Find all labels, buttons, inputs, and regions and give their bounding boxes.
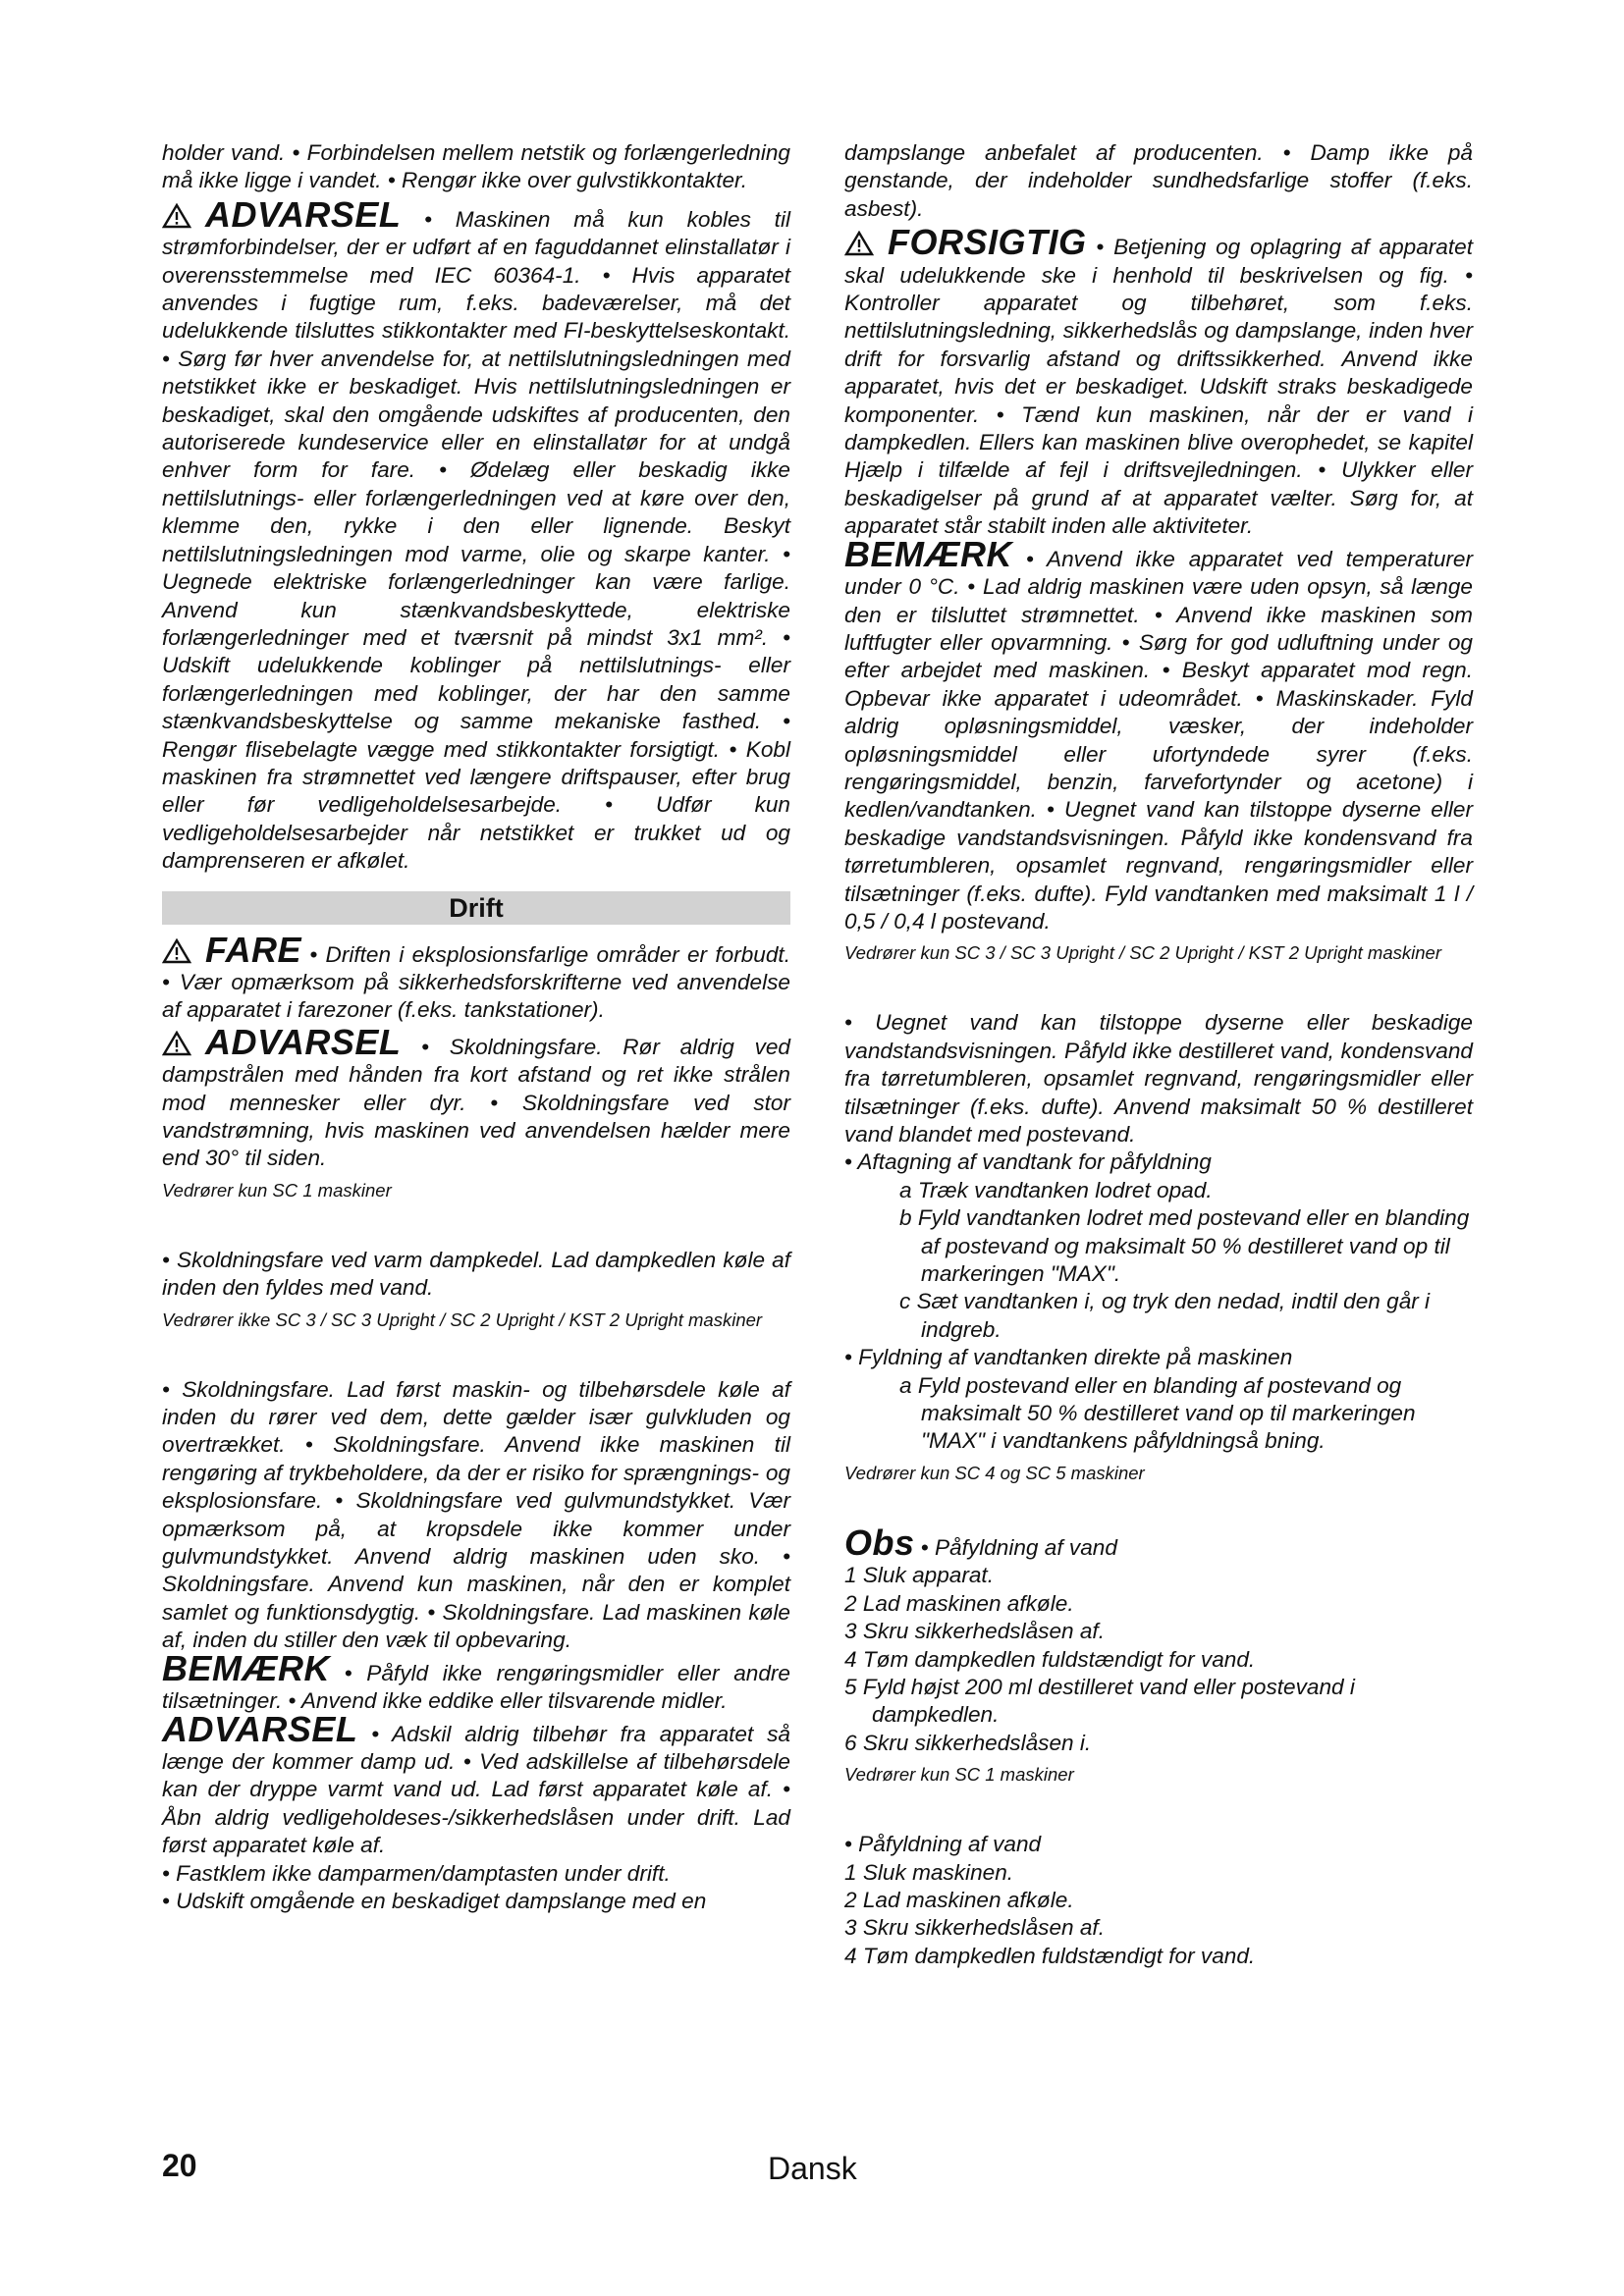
advarsel-block xyxy=(162,1708,790,1860)
page-language: Dansk xyxy=(768,2151,857,2186)
step-item: 1 Sluk apparat. xyxy=(844,1563,994,1588)
paragraph: dampslange anbefalet af producenten. • Damp ikke på genstande, der indeholder sundhedsfarlige stoffer (f.eks. asbest). xyxy=(844,140,1473,221)
step-item: 2 Lad maskinen afkøle. xyxy=(844,1590,1074,1616)
fare-text: • Driften i eksplosionsfarlige områder er forbudt. • Vær opmærksom på sikkerhedsforskrifterne ved anvendelse af apparatet i farezoner (f.eks. tankstationer). xyxy=(162,941,790,1023)
warning-triangle-icon xyxy=(162,938,191,964)
list-item: • Fyldning af vandtanken direkte på maskinen xyxy=(844,1345,1293,1370)
bemaerk-block xyxy=(162,1647,790,1716)
bemaerk-heading: BEMÆRK xyxy=(844,533,1012,574)
section-heading-drift: Drift xyxy=(162,891,790,925)
warning-triangle-icon xyxy=(844,231,874,256)
bemaerk-text: • Anvend ikke apparatet ved temperaturer under 0 °C. • Lad aldrig maskinen være uden opsyn, så længe den er tilsluttet strømnettet. • Anvend ikke maskinen som luftfugter eller opvarmning. • Sørg for god udluftning under og efter arbejdet med maskinen. • Beskyt apparatet mod regn. Opbevar ikke apparatet i udeområdet. • Maskinskader. Fyld aldrig opløsningsmiddel, væsker, der indeholder opløsningsmiddel eller ufortyndede syrer (f.eks. rengøringsmiddel, benzin, farvefortynder og acetone) i kedlen/vandtanken. • Uegnet vand kan tilstoppe dyserne eller beskadige vandstandsvisningen. Påfyld ikke kondensvand fra tørretumbleren, opsamlet regnvand, rengøringsmidler eller tilsætninger (f.eks. dufte). Fyld vandtanken med maksimalt 1 l / 0,5 / 0,4 l postevand. xyxy=(844,546,1473,934)
step-item: 3 Skru sikkerhedslåsen af. xyxy=(844,1619,1105,1644)
warning-triangle-icon xyxy=(162,203,191,229)
sub-step: c Sæt vandtanken i, og tryk den nedad, indtil den går i indgreb. xyxy=(899,1289,1431,1342)
list-item: • Aftagning af vandtank for påfyldning xyxy=(844,1149,1212,1175)
bemaerk-text: • Påfyld ikke rengøringsmidler eller andre tilsætninger. • Anvend ikke eddike eller tilsvarende midler. xyxy=(162,1660,790,1714)
advarsel-text: • Skoldningsfare. Rør aldrig ved dampstrålen med hånden fra kort afstand og ret ikke strålen mod mennesker eller dyr. • Skoldningsfare ved stor vandstrømning, hvis maskinen ved anvendelsen hælder mere end 30° til siden. xyxy=(162,1034,790,1171)
paragraph: holder vand. • Forbindelsen mellem netstik og forlængerledning må ikke ligge i vandet. • Rengør ikke over gulvstikkontakter. xyxy=(162,140,790,193)
bemaerk-block xyxy=(844,533,1473,936)
obs-heading: Obs xyxy=(844,1522,915,1563)
step-item: 4 Tøm dampkedlen fuldstændigt for vand. xyxy=(844,1943,1256,1968)
fare-heading: FARE xyxy=(205,929,302,970)
applicability-note: Vedrører kun SC 3 / SC 3 Upright / SC 2 Upright / KST 2 Upright maskiner xyxy=(844,942,1441,964)
step-item: 5 Fyld højst 200 ml destilleret vand eller postevand i dampkedlen. xyxy=(844,1674,1355,1728)
fare-block xyxy=(162,929,790,1025)
forsigtig-heading: FORSIGTIG xyxy=(888,222,1087,263)
obs-steps xyxy=(844,1562,1473,1757)
right-column xyxy=(844,139,1473,1970)
obs-block xyxy=(844,1522,1473,1563)
forsigtig-text: • Betjening og oplagring af apparatet skal udelukkende ske i henhold til beskrivelsen og fig. • Kontroller apparatet og tilbehøret, som f.eks. nettilslutningsledning, sikkerhedslås og dampslange, inden hver drift for forsvarlig afstand og driftssikkerhed. Anvend ikke apparatet, hvis det er beskadiget. Udskift straks beskadigede komponenter. • Tænd kun maskinen, når der er vand i dampkedlen. Ellers kan maskinen blive overophedet, se kapitel Hjælp i tilfælde af fejl i driftsvejledningen. • Ulykker eller beskadigelser på grund af at apparatet vælter. Sørg for, at apparatet står stabilt inden alle aktiviteter. xyxy=(844,235,1473,539)
refill-steps xyxy=(844,1859,1473,1971)
applicability-note: Vedrører ikke SC 3 / SC 3 Upright / SC 2 Upright / KST 2 Upright maskiner xyxy=(162,1308,763,1330)
advarsel-heading: ADVARSEL xyxy=(162,1708,358,1749)
paragraph: • Påfyldning af vand xyxy=(844,1832,1042,1857)
sub-step: a Fyld postevand eller en blanding af postevand og maksimalt 50 % destilleret vand op til markeringen "MAX" i vandtankens påfyldningså bning. xyxy=(899,1372,1416,1454)
advarsel-heading: ADVARSEL xyxy=(205,1021,402,1062)
sub-step: a Træk vandtanken lodret opad. xyxy=(899,1177,1213,1202)
left-column xyxy=(162,139,790,1915)
refill-list xyxy=(844,1148,1473,1455)
step-item: 4 Tøm dampkedlen fuldstændigt for vand. xyxy=(844,1646,1256,1672)
step-item: 6 Skru sikkerhedslåsen i. xyxy=(844,1730,1092,1755)
advarsel-heading: ADVARSEL xyxy=(205,193,402,235)
step-item: 3 Skru sikkerhedslåsen af. xyxy=(844,1915,1105,1941)
step-item: 2 Lad maskinen afkøle. xyxy=(844,1887,1074,1912)
page-number: 20 xyxy=(162,2148,197,2183)
applicability-note: Vedrører kun SC 4 og SC 5 maskiner xyxy=(844,1462,1145,1483)
step-item: 1 Sluk maskinen. xyxy=(844,1859,1014,1885)
applicability-note: Vedrører kun SC 1 maskiner xyxy=(162,1179,392,1201)
warning-triangle-icon xyxy=(162,1031,191,1056)
advarsel-block xyxy=(162,1021,790,1173)
bemaerk-heading: BEMÆRK xyxy=(162,1647,330,1688)
advarsel-text: • Adskil aldrig tilbehør fra apparatet så længe der kommer damp ud. • Ved adskillelse af tilbehørsdele kan der dryppe varmt vand ud. Lad først apparatet køle af. • Åbn aldrig vedligeholdeses-/sikkerhedslåsen under drift. Lad først apparatet køle af. xyxy=(162,1721,790,1858)
forsigtig-block xyxy=(844,222,1473,540)
paragraph: • Fastklem ikke damparmen/damptasten under drift. xyxy=(162,1860,671,1886)
applicability-note: Vedrører kun SC 1 maskiner xyxy=(844,1764,1074,1786)
paragraph: • Uegnet vand kan tilstoppe dyserne eller beskadige vandstandsvisningen. Påfyld ikke destilleret vand, kondensvand fra tørretumbleren, opsamlet regnvand, rengøringsmidler eller tilsætninger (f.eks. dufte). Anvend maksimalt 50 % destilleret vand blandet med postevand. xyxy=(844,1010,1473,1147)
advarsel-block xyxy=(162,193,790,876)
sub-step: b Fyld vandtanken lodret med postevand eller en blanding af postevand og maksimalt 50 % destilleret vand op til markeringen "MAX". xyxy=(899,1205,1470,1287)
paragraph: • Skoldningsfare. Lad først maskin- og tilbehørsdele køle af inden du rører ved dem, dette gælder især gulvkluden og overtrækket. • Skoldningsfare. Anvend ikke maskinen til rengøring af trykbeholdere, da der er risiko for sprængnings- og eksplosionsfare. • Skoldningsfare ved gulvmundstykket. Vær opmærksom på, at kropsdele ikke kommer under gulvmundstykket. Anvend aldrig maskinen uden sko. • Skoldningsfare. Anvend kun maskinen, når den er komplet samlet og funktionsdygtig. • Skoldningsfare. Lad maskinen køle af, inden du stiller den væk til opbevaring. xyxy=(162,1376,790,1653)
paragraph: • Udskift omgående en beskadiget dampslange med en xyxy=(162,1888,707,1913)
obs-text: • Påfyldning af vand xyxy=(920,1534,1117,1560)
paragraph: • Skoldningsfare ved varm dampkedel. Lad dampkedlen køle af inden den fyldes med vand. xyxy=(162,1247,790,1301)
advarsel-text: • Maskinen må kun kobles til strømforbindelser, der er udført af en faguddannet elinstallatør i overensstemmelse med IEC 60364-1. • Hvis apparatet anvendes i fugtige rum, f.eks. badeværelser, må det udelukkende tilsluttes stikkontakter med FI-beskyttelseskontakt. • Sørg før hver anvendelse for, at nettilslutningsledningen med netstikket ikke er beskadiget. Hvis nettilslutningsledningen er beskadiget, skal den omgående udskiftes af producenten, den autoriserede kundeservice eller en elinstallatør for at undgå enhver form for fare. • Ødelæg eller beskadig ikke nettilslutnings- eller forlængerledningen ved at køre over den, klemme den, rykke i den eller lignende. Beskyt nettilslutningsledningen mod varme, olie og skarpe kanter. • Uegnede elektriske forlængerledninger kan være farlige. Anvend kun stænkvandsbeskyttede, elektriske forlængerledninger med et tværsnit på mindst 3x1 mm². • Udskift udelukkende koblinger på nettilslutnings- eller forlængerledningen med koblinger, der har den samme stænkvandsbeskyttelse og samme mekaniske fasthed. • Rengør flisebelagte vægge med stikkontakter forsigtigt. • Kobl maskinen fra strømnettet ved længere driftspauser, efter brug eller før vedligeholdelsesarbejde. • Udfør kun vedligeholdelsesarbejder når netstikket er trukket ud og damprenseren er afkølet. xyxy=(162,206,790,874)
